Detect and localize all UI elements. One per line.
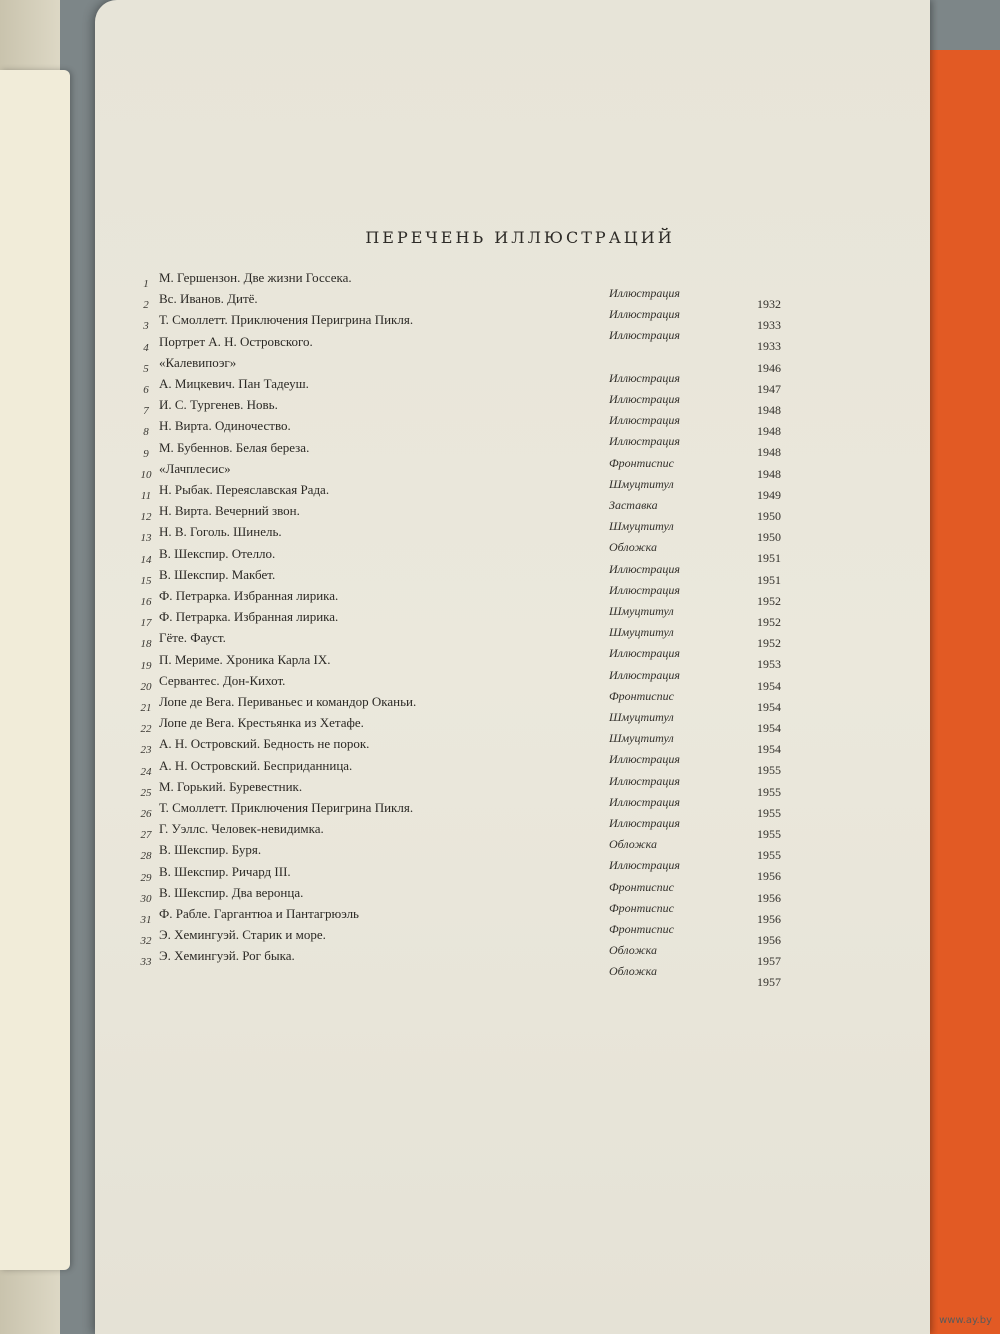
item-year: 1948 bbox=[757, 424, 781, 439]
item-number: 1 bbox=[143, 278, 149, 290]
item-number: 12 bbox=[140, 511, 152, 524]
item-title: Н. Вирта. Одиночество. bbox=[159, 418, 291, 434]
item-number: 29 bbox=[140, 871, 152, 884]
item-title: В. Шекспир. Ричард III. bbox=[159, 863, 291, 879]
item-year: 1949 bbox=[757, 487, 781, 502]
item-number: 22 bbox=[140, 723, 152, 736]
item-type: Иллюстрация bbox=[609, 392, 681, 406]
item-number: 26 bbox=[140, 808, 152, 820]
item-type: Обложка bbox=[609, 837, 657, 852]
item-title: Гёте. Фауст. bbox=[159, 630, 226, 646]
item-type: Шмуцтитул bbox=[609, 604, 674, 618]
watermark: www.ay.by bbox=[939, 1315, 992, 1326]
item-title: Ф. Петрарка. Избранная лирика. bbox=[159, 609, 339, 625]
item-type: Шмуцтитул bbox=[609, 625, 674, 640]
item-year: 1948 bbox=[757, 403, 781, 417]
item-title: В. Шекспир. Макбет. bbox=[159, 566, 276, 582]
item-title: «Лачплесис» bbox=[159, 460, 231, 476]
item-year: 1956 bbox=[757, 890, 781, 905]
item-type: Шмуцтитул bbox=[609, 710, 674, 724]
item-number: 17 bbox=[140, 617, 152, 630]
item-title: Портрет А. Н. Островского. bbox=[159, 333, 313, 349]
item-number: 18 bbox=[140, 638, 152, 651]
item-type: Фронтиспис bbox=[609, 455, 674, 470]
item-type: Обложка bbox=[609, 540, 657, 555]
item-number: 21 bbox=[140, 702, 152, 714]
item-title: А. Н. Островский. Бесприданница. bbox=[159, 757, 353, 773]
item-year: 1956 bbox=[757, 933, 781, 947]
item-title: В. Шекспир. Отелло. bbox=[159, 545, 276, 561]
item-title: Э. Хемингуэй. Старик и море. bbox=[159, 927, 326, 943]
item-year: 1954 bbox=[757, 742, 781, 757]
item-year: 1933 bbox=[757, 318, 781, 333]
item-year: 1946 bbox=[757, 360, 781, 375]
item-year: 1955 bbox=[757, 805, 781, 820]
item-title: Вс. Иванов. Дитё. bbox=[159, 291, 258, 307]
item-number: 23 bbox=[140, 744, 152, 757]
item-number: 6 bbox=[143, 384, 149, 396]
item-type: Фронтиспис bbox=[609, 900, 674, 915]
item-type: Обложка bbox=[609, 943, 657, 958]
item-type: Иллюстрация bbox=[609, 646, 681, 661]
item-type: Иллюстрация bbox=[609, 858, 681, 873]
item-number: 10 bbox=[140, 468, 152, 481]
item-number: 3 bbox=[143, 320, 149, 333]
item-year: 1956 bbox=[757, 869, 781, 884]
item-title: А. Мицкевич. Пан Тадеуш. bbox=[159, 376, 309, 391]
item-title: Ф. Петрарка. Избранная лирика. bbox=[159, 588, 339, 603]
item-number: 33 bbox=[140, 956, 152, 969]
item-number: 19 bbox=[140, 659, 152, 672]
item-title: И. С. Тургенев. Новь. bbox=[159, 397, 278, 413]
item-type: Иллюстрация bbox=[609, 582, 681, 597]
item-type: Иллюстрация bbox=[609, 286, 681, 300]
item-year: 1957 bbox=[757, 954, 781, 969]
item-year: 1950 bbox=[757, 509, 781, 523]
item-year: 1952 bbox=[757, 615, 781, 629]
item-type: Иллюстрация bbox=[609, 794, 681, 809]
item-title: В. Шекспир. Два веронца. bbox=[159, 884, 304, 900]
item-year: 1954 bbox=[757, 678, 781, 693]
item-number: 8 bbox=[143, 426, 149, 439]
item-number: 7 bbox=[143, 405, 149, 418]
item-number: 9 bbox=[143, 447, 149, 460]
item-number: 27 bbox=[140, 829, 152, 842]
item-number: 5 bbox=[143, 362, 149, 375]
item-year: 1955 bbox=[757, 763, 781, 778]
item-year: 1954 bbox=[757, 699, 781, 714]
item-year: 1951 bbox=[757, 551, 781, 566]
item-number: 32 bbox=[140, 935, 152, 948]
item-title: М. Горький. Буревестник. bbox=[159, 778, 303, 794]
item-title: «Калевипоэг» bbox=[159, 354, 237, 370]
item-number: 2 bbox=[143, 299, 149, 312]
item-title: Г. Уэллс. Человек-невидимка. bbox=[159, 821, 324, 837]
item-title: Н. Рыбак. Переяславская Рада. bbox=[159, 482, 330, 497]
item-year: 1956 bbox=[757, 911, 781, 926]
item-year: 1950 bbox=[757, 530, 781, 545]
item-year: 1952 bbox=[757, 593, 781, 608]
item-number: 25 bbox=[140, 786, 152, 799]
item-type: Шмуцтитул bbox=[609, 476, 674, 491]
item-type: Шмуцтитул bbox=[609, 731, 674, 746]
item-title: М. Гершензон. Две жизни Госсека. bbox=[159, 270, 352, 285]
item-number: 28 bbox=[140, 850, 152, 863]
item-number: 20 bbox=[140, 680, 152, 693]
item-number: 31 bbox=[140, 914, 152, 926]
item-title: Т. Смоллетт. Приключения Перигрина Пикля. bbox=[159, 312, 414, 328]
item-title: Т. Смоллетт. Приключения Перигрина Пикля. bbox=[159, 800, 414, 815]
item-number: 16 bbox=[140, 596, 152, 608]
item-number: 13 bbox=[140, 532, 152, 545]
item-type: Иллюстрация bbox=[609, 752, 681, 767]
item-title: П. Мериме. Хроника Карла IX. bbox=[159, 651, 331, 667]
item-year: 1953 bbox=[757, 657, 781, 672]
item-type: Иллюстрация bbox=[609, 434, 681, 449]
item-type: Иллюстрация bbox=[609, 667, 681, 682]
item-title: В. Шекспир. Буря. bbox=[159, 842, 262, 858]
item-type: Иллюстрация bbox=[609, 773, 681, 788]
item-type: Заставка bbox=[609, 498, 658, 512]
item-year: 1948 bbox=[757, 466, 781, 481]
item-title: Ф. Рабле. Гаргантюа и Пантагрюэль bbox=[159, 906, 359, 921]
item-title: Лопе де Вега. Крестьянка из Хетафе. bbox=[159, 715, 364, 731]
item-type: Иллюстрация bbox=[609, 413, 681, 428]
left-page-edge bbox=[0, 70, 70, 1270]
item-title: Лопе де Вега. Периваньес и командор Оканьи. bbox=[159, 694, 417, 709]
book-page bbox=[95, 0, 930, 1334]
item-type: Фронтиспис bbox=[609, 879, 674, 894]
item-year: 1957 bbox=[757, 975, 781, 990]
item-number: 24 bbox=[140, 765, 152, 778]
item-type: Иллюстрация bbox=[609, 816, 681, 830]
list-item bbox=[95, 948, 895, 990]
item-type: Шмуцтитул bbox=[609, 519, 674, 534]
page-title: ПЕРЕЧЕНЬ ИЛЛЮСТРАЦИЙ bbox=[365, 228, 675, 247]
item-number: 11 bbox=[140, 490, 152, 502]
item-type: Иллюстрация bbox=[609, 307, 681, 322]
item-title: М. Бубеннов. Белая береза. bbox=[159, 439, 310, 455]
item-number: 15 bbox=[140, 574, 152, 587]
item-number: 4 bbox=[143, 341, 149, 354]
item-title: Н. Вирта. Вечерний звон. bbox=[159, 503, 300, 519]
item-title: Сервантес. Дон-Кихот. bbox=[159, 672, 286, 688]
item-year: 1954 bbox=[757, 721, 781, 735]
item-title: Э. Хемингуэй. Рог быка. bbox=[159, 948, 295, 964]
item-year: 1951 bbox=[757, 572, 781, 587]
item-type: Иллюстрация bbox=[609, 328, 681, 343]
item-title: А. Н. Островский. Бедность не порок. bbox=[159, 736, 370, 752]
item-type: Иллюстрация bbox=[609, 561, 681, 576]
item-type: Иллюстрация bbox=[609, 370, 681, 385]
item-title: Н. В. Гоголь. Шинель. bbox=[159, 524, 282, 540]
item-year: 1955 bbox=[757, 848, 781, 863]
item-year: 1933 bbox=[757, 339, 781, 354]
item-type: Фронтиспис bbox=[609, 688, 674, 703]
item-year: 1955 bbox=[757, 827, 781, 841]
item-year: 1932 bbox=[757, 297, 781, 311]
item-year: 1948 bbox=[757, 445, 781, 460]
item-year: 1955 bbox=[757, 784, 781, 799]
item-type: Обложка bbox=[609, 964, 657, 979]
item-number: 14 bbox=[140, 553, 152, 566]
item-type: Фронтиспис bbox=[609, 922, 674, 936]
item-number: 30 bbox=[140, 892, 152, 905]
item-year: 1947 bbox=[757, 381, 781, 396]
item-year: 1952 bbox=[757, 636, 781, 651]
